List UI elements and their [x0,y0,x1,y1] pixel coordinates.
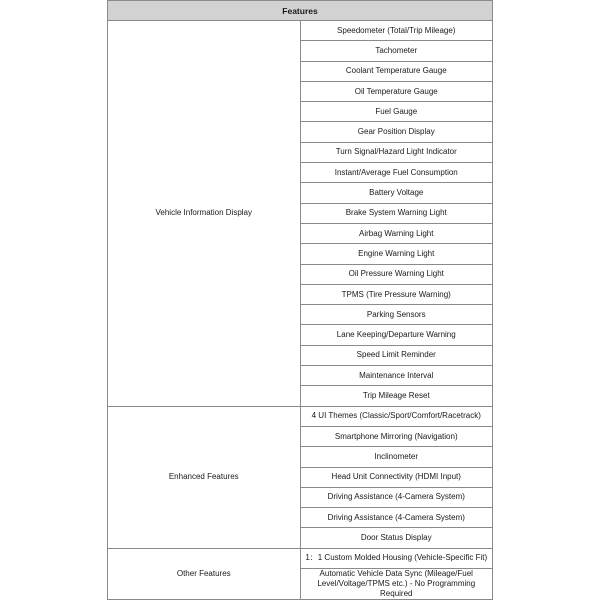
feature-cell: Gear Position Display [300,122,493,142]
feature-cell: Fuel Gauge [300,102,493,122]
table-row [108,406,493,426]
feature-cell: Trip Mileage Reset [300,386,493,406]
table-header: Features [108,1,493,21]
feature-cell: Speed Limit Reminder [300,345,493,365]
feature-cell: Door Status Display [300,528,493,548]
feature-cell: TPMS (Tire Pressure Warning) [300,284,493,304]
feature-cell: Driving Assistance (4-Camera System) [300,508,493,528]
feature-cell: Lane Keeping/Departure Warning [300,325,493,345]
feature-cell: Coolant Temperature Gauge [300,61,493,81]
feature-cell: Head Unit Connectivity (HDMI Input) [300,467,493,487]
feature-cell: Brake System Warning Light [300,203,493,223]
category-cell: Enhanced Features [108,406,301,548]
table-row [108,548,493,568]
feature-cell: Inclinometer [300,447,493,467]
features-table [107,0,493,600]
feature-cell: Speedometer (Total/Trip Mileage) [300,21,493,41]
table-row [108,21,493,41]
category-cell: Other Features [108,548,301,599]
feature-cell: Maintenance Interval [300,366,493,386]
header-row [108,1,493,21]
feature-cell: Turn Signal/Hazard Light Indicator [300,142,493,162]
feature-cell: Airbag Warning Light [300,223,493,243]
feature-cell: 4 UI Themes (Classic/Sport/Comfort/Racetrack) [300,406,493,426]
feature-cell: Automatic Vehicle Data Sync (Mileage/Fuel Level/Voltage/TPMS etc.) - No Programming Required [300,569,493,600]
feature-cell: Tachometer [300,41,493,61]
feature-cell: Instant/Average Fuel Consumption [300,163,493,183]
feature-cell: 1：1 Custom Molded Housing (Vehicle-Specific Fit) [300,548,493,568]
feature-cell: Oil Temperature Gauge [300,81,493,101]
feature-cell: Engine Warning Light [300,244,493,264]
feature-cell: Oil Pressure Warning Light [300,264,493,284]
category-cell: Vehicle Information Display [108,21,301,407]
feature-cell: Smartphone Mirroring (Navigation) [300,426,493,446]
feature-cell: Driving Assistance (4-Camera System) [300,487,493,507]
feature-cell: Battery Voltage [300,183,493,203]
feature-cell: Parking Sensors [300,305,493,325]
